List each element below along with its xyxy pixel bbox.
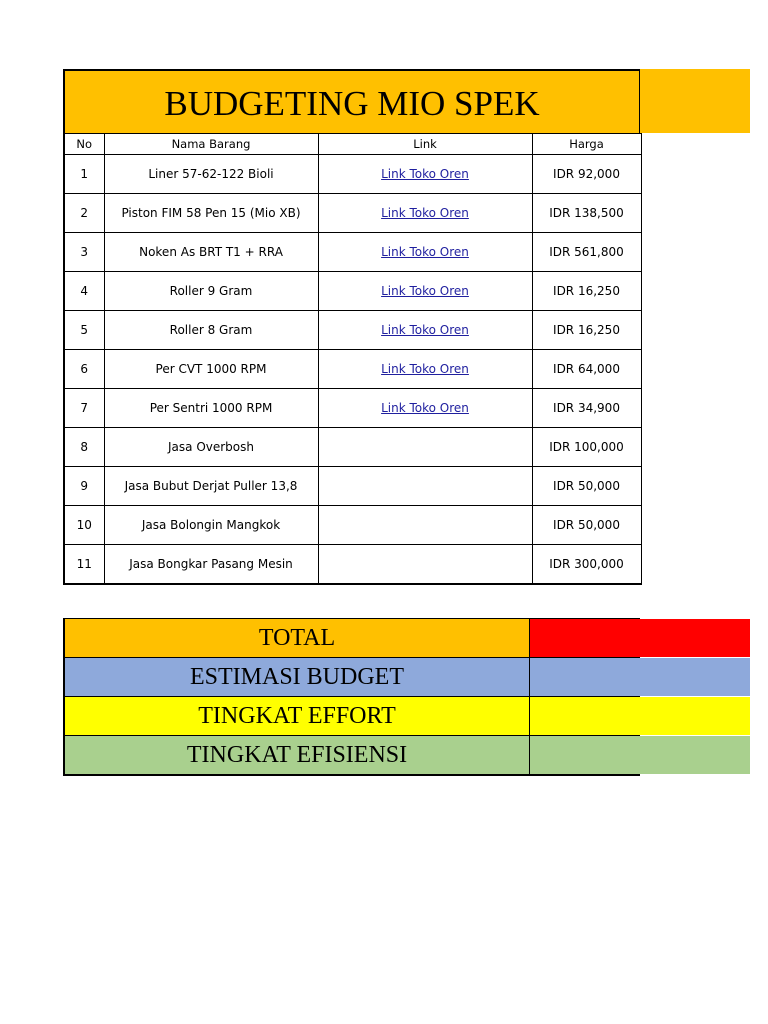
effort-label: TINGKAT EFFORT [63, 697, 530, 735]
row-link-cell [318, 311, 532, 350]
table-row [64, 506, 641, 545]
row-name: Noken As BRT T1 + RRA [104, 233, 318, 272]
row-price: IDR 138,500 [532, 194, 641, 233]
row-no: 1 [64, 155, 104, 194]
row-name: Piston FIM 58 Pen 15 (Mio XB) [104, 194, 318, 233]
sheet-title [63, 69, 640, 133]
header-no: No [64, 134, 104, 155]
row-link-cell [318, 428, 532, 467]
summary-bottom-border [63, 774, 640, 776]
row-link-cell [318, 506, 532, 545]
row-name: Per Sentri 1000 RPM [104, 389, 318, 428]
efisiensi-label: TINGKAT EFISIENSI [63, 736, 530, 774]
row-name: Jasa Overbosh [104, 428, 318, 467]
items-table [63, 133, 642, 585]
effort-value-cell[interactable] [530, 697, 640, 735]
row-no: 5 [64, 311, 104, 350]
toko-link[interactable]: Link Toko Oren [381, 245, 469, 259]
row-no: 11 [64, 545, 104, 585]
row-price: IDR 300,000 [532, 545, 641, 585]
row-link-cell [318, 194, 532, 233]
row-link-cell [318, 467, 532, 506]
summary-row-estimasi [63, 658, 750, 697]
summary-block [63, 619, 750, 775]
row-name: Jasa Bubut Derjat Puller 13,8 [104, 467, 318, 506]
efisiensi-value-cell[interactable] [530, 736, 640, 774]
row-price: IDR 64,000 [532, 350, 641, 389]
row-link-cell [318, 545, 532, 585]
row-price: IDR 50,000 [532, 506, 641, 545]
table-row [64, 233, 641, 272]
sheet-title-text: BUDGETING MIO SPEK [164, 84, 540, 123]
summary-row-efisiensi [63, 736, 750, 775]
row-name: Per CVT 1000 RPM [104, 350, 318, 389]
total-value-cell[interactable] [530, 619, 750, 657]
table-row [64, 272, 641, 311]
row-link-cell [318, 389, 532, 428]
row-no: 6 [64, 350, 104, 389]
table-row [64, 194, 641, 233]
table-row [64, 467, 641, 506]
table-row [64, 428, 641, 467]
row-name: Roller 9 Gram [104, 272, 318, 311]
row-price: IDR 100,000 [532, 428, 641, 467]
row-price: IDR 92,000 [532, 155, 641, 194]
table-row [64, 311, 641, 350]
row-no: 4 [64, 272, 104, 311]
row-no: 3 [64, 233, 104, 272]
row-price: IDR 561,800 [532, 233, 641, 272]
row-link-cell [318, 272, 532, 311]
row-price: IDR 16,250 [532, 311, 641, 350]
estimasi-label: ESTIMASI BUDGET [63, 658, 530, 696]
table-row [64, 545, 641, 585]
row-link-cell [318, 233, 532, 272]
summary-row-effort [63, 697, 750, 736]
toko-link[interactable]: Link Toko Oren [381, 362, 469, 376]
table-row [64, 155, 641, 194]
row-no: 8 [64, 428, 104, 467]
row-price: IDR 16,250 [532, 272, 641, 311]
header-nama-barang: Nama Barang [104, 134, 318, 155]
header-harga: Harga [532, 134, 641, 155]
estimasi-value-cell[interactable] [530, 658, 640, 696]
row-name: Jasa Bolongin Mangkok [104, 506, 318, 545]
row-name: Jasa Bongkar Pasang Mesin [104, 545, 318, 585]
header-link: Link [318, 134, 532, 155]
table-header-row [64, 134, 641, 155]
toko-link[interactable]: Link Toko Oren [381, 284, 469, 298]
toko-link[interactable]: Link Toko Oren [381, 401, 469, 415]
row-name: Roller 8 Gram [104, 311, 318, 350]
row-price: IDR 34,900 [532, 389, 641, 428]
row-link-cell [318, 350, 532, 389]
row-no: 7 [64, 389, 104, 428]
toko-link[interactable]: Link Toko Oren [381, 323, 469, 337]
row-no: 2 [64, 194, 104, 233]
row-link-cell [318, 155, 532, 194]
row-name: Liner 57-62-122 Bioli [104, 155, 318, 194]
toko-link[interactable]: Link Toko Oren [381, 206, 469, 220]
table-row [64, 350, 641, 389]
row-price: IDR 50,000 [532, 467, 641, 506]
summary-row-total [63, 619, 750, 658]
row-no: 10 [64, 506, 104, 545]
total-label: TOTAL [63, 619, 530, 657]
toko-link[interactable]: Link Toko Oren [381, 167, 469, 181]
row-no: 9 [64, 467, 104, 506]
table-row [64, 389, 641, 428]
